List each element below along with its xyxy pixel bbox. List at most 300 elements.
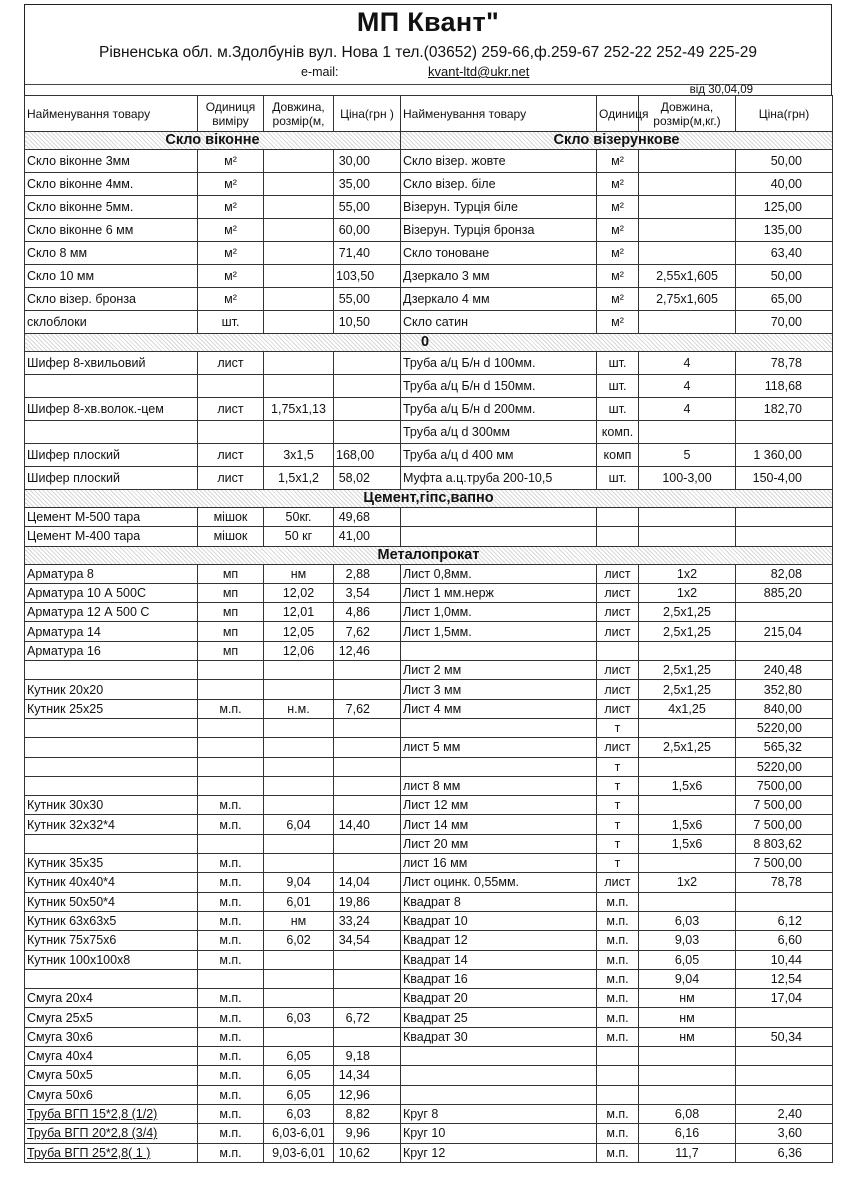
item-unit-2 bbox=[597, 508, 639, 527]
item-name-2: Квадрат 25 bbox=[401, 1008, 597, 1027]
item-name-2: Дзеркало 4 мм bbox=[401, 288, 597, 311]
item-name-2 bbox=[401, 757, 597, 776]
item-price-2 bbox=[736, 527, 833, 546]
table-row bbox=[25, 1066, 833, 1085]
table-row bbox=[25, 738, 833, 757]
item-size: 50кг. bbox=[264, 508, 334, 527]
item-name-2: Круг 12 bbox=[401, 1143, 597, 1162]
table-row bbox=[25, 242, 833, 265]
item-name-2: Скло тоноване bbox=[401, 242, 597, 265]
item-size bbox=[264, 1027, 334, 1046]
item-name-2: Лист 1,5мм. bbox=[401, 622, 597, 641]
item-name-2: Дзеркало 3 мм bbox=[401, 265, 597, 288]
item-name-2: Круг 10 bbox=[401, 1124, 597, 1143]
item-price: 9,96 bbox=[334, 1124, 401, 1143]
item-price-2: 40,00 bbox=[736, 173, 833, 196]
item-unit: м.п. bbox=[198, 892, 264, 911]
item-price bbox=[334, 1027, 401, 1046]
item-unit-2: т bbox=[597, 718, 639, 737]
item-price: 8,82 bbox=[334, 1104, 401, 1123]
item-size bbox=[264, 969, 334, 988]
item-price: 30,00 bbox=[334, 150, 401, 173]
item-size-2 bbox=[639, 173, 736, 196]
item-size-2: 1x2 bbox=[639, 583, 736, 602]
item-unit-2: т bbox=[597, 815, 639, 834]
item-unit-2: шт. bbox=[597, 467, 639, 490]
item-name-2: Труба а/ц Б/н d 100мм. bbox=[401, 352, 597, 375]
item-price: 49,68 bbox=[334, 508, 401, 527]
item-price-2 bbox=[736, 641, 833, 660]
item-unit: м.п. bbox=[198, 931, 264, 950]
item-size bbox=[264, 950, 334, 969]
item-size-2: 1x2 bbox=[639, 873, 736, 892]
item-price-2: 840,00 bbox=[736, 699, 833, 718]
item-size bbox=[264, 680, 334, 699]
item-size-2 bbox=[639, 718, 736, 737]
item-price-2: 7500,00 bbox=[736, 776, 833, 795]
item-unit bbox=[198, 757, 264, 776]
item-name: Скло 10 мм bbox=[25, 265, 198, 288]
item-price: 10,62 bbox=[334, 1143, 401, 1162]
item-size: нм bbox=[264, 564, 334, 583]
item-unit: мп bbox=[198, 641, 264, 660]
item-price: 55,00 bbox=[334, 196, 401, 219]
col-price-2: Ціна(грн) bbox=[736, 96, 833, 132]
table-row bbox=[25, 1143, 833, 1162]
item-price-2: 6,36 bbox=[736, 1143, 833, 1162]
item-price: 2,88 bbox=[334, 564, 401, 583]
table-row bbox=[25, 969, 833, 988]
item-price bbox=[334, 757, 401, 776]
item-price bbox=[334, 989, 401, 1008]
letterhead bbox=[24, 4, 832, 95]
item-unit-2: лист bbox=[597, 583, 639, 602]
col-name: Найменування товару bbox=[25, 96, 198, 132]
item-size-2: 11,7 bbox=[639, 1143, 736, 1162]
item-name-2: Лист 14 мм bbox=[401, 815, 597, 834]
item-unit-2: лист bbox=[597, 680, 639, 699]
item-size-2: 9,03 bbox=[639, 931, 736, 950]
table-row bbox=[25, 950, 833, 969]
item-unit-2: м.п. bbox=[597, 1104, 639, 1123]
item-price: 60,00 bbox=[334, 219, 401, 242]
item-name bbox=[25, 969, 198, 988]
item-size-2: 4 bbox=[639, 352, 736, 375]
item-price-2: 352,80 bbox=[736, 680, 833, 699]
item-name-2: Круг 8 bbox=[401, 1104, 597, 1123]
item-size-2 bbox=[639, 242, 736, 265]
item-size-2 bbox=[639, 757, 736, 776]
item-price-2: 5220,00 bbox=[736, 757, 833, 776]
item-price: 7,62 bbox=[334, 622, 401, 641]
item-name-2: Лист 20 мм bbox=[401, 834, 597, 853]
item-unit: м.п. bbox=[198, 1027, 264, 1046]
item-size-2: 4 bbox=[639, 375, 736, 398]
item-name: Кутник 50x50*4 bbox=[25, 892, 198, 911]
item-unit bbox=[198, 718, 264, 737]
item-unit: м² bbox=[198, 288, 264, 311]
section-row-metal bbox=[25, 546, 833, 564]
item-size-2 bbox=[639, 421, 736, 444]
item-name: Шифер 8-хвильовий bbox=[25, 352, 198, 375]
item-price: 33,24 bbox=[334, 911, 401, 930]
item-size: 50 кг bbox=[264, 527, 334, 546]
item-price-2: 50,34 bbox=[736, 1027, 833, 1046]
item-unit-2: м² bbox=[597, 265, 639, 288]
item-price bbox=[334, 834, 401, 853]
item-unit: м.п. bbox=[198, 1085, 264, 1104]
item-price-2: 65,00 bbox=[736, 288, 833, 311]
item-price-2: 135,00 bbox=[736, 219, 833, 242]
item-unit: лист bbox=[198, 398, 264, 421]
item-price: 12,96 bbox=[334, 1085, 401, 1104]
table-row bbox=[25, 718, 833, 737]
item-size-2 bbox=[639, 196, 736, 219]
table-row bbox=[25, 583, 833, 602]
item-unit-2: м² bbox=[597, 311, 639, 334]
item-price-2: 2,40 bbox=[736, 1104, 833, 1123]
item-name-2: Квадрат 10 bbox=[401, 911, 597, 930]
item-size-2 bbox=[639, 892, 736, 911]
table-row bbox=[25, 288, 833, 311]
table-row bbox=[25, 931, 833, 950]
item-size: нм bbox=[264, 911, 334, 930]
item-unit: лист bbox=[198, 352, 264, 375]
item-price-2: 565,32 bbox=[736, 738, 833, 757]
item-unit-2: м² bbox=[597, 150, 639, 173]
item-unit: м.п. bbox=[198, 1066, 264, 1085]
item-size-2: 6,05 bbox=[639, 950, 736, 969]
item-size bbox=[264, 757, 334, 776]
item-size bbox=[264, 219, 334, 242]
item-price-2: 150-4,00 bbox=[736, 467, 833, 490]
item-name: Скло 8 мм bbox=[25, 242, 198, 265]
item-size-2 bbox=[639, 1066, 736, 1085]
item-size bbox=[264, 854, 334, 873]
item-size: 6,05 bbox=[264, 1066, 334, 1085]
item-size: 6,01 bbox=[264, 892, 334, 911]
item-name-2: Труба а/ц d 300мм bbox=[401, 421, 597, 444]
item-name: Арматура 8 bbox=[25, 564, 198, 583]
item-price: 19,86 bbox=[334, 892, 401, 911]
item-price bbox=[334, 680, 401, 699]
item-unit: м.п. bbox=[198, 1008, 264, 1027]
item-unit-2: лист bbox=[597, 603, 639, 622]
item-size-2 bbox=[639, 1047, 736, 1066]
item-unit-2: м.п. bbox=[597, 931, 639, 950]
item-size-2: нм bbox=[639, 989, 736, 1008]
table-row bbox=[25, 508, 833, 527]
item-price: 7,62 bbox=[334, 699, 401, 718]
table-row bbox=[25, 352, 833, 375]
item-price-2: 78,78 bbox=[736, 873, 833, 892]
item-unit: мп bbox=[198, 603, 264, 622]
item-unit-2 bbox=[597, 527, 639, 546]
table-row bbox=[25, 173, 833, 196]
table-row bbox=[25, 641, 833, 660]
item-size: 3x1,5 bbox=[264, 444, 334, 467]
item-size-2: 2,5x1,25 bbox=[639, 738, 736, 757]
item-name-2 bbox=[401, 1085, 597, 1104]
item-unit: м.п. bbox=[198, 1047, 264, 1066]
item-name-2: Візерун. Турція біле bbox=[401, 196, 597, 219]
item-price: 9,18 bbox=[334, 1047, 401, 1066]
table-row bbox=[25, 661, 833, 680]
item-price-2: 182,70 bbox=[736, 398, 833, 421]
table-row bbox=[25, 1124, 833, 1143]
item-name bbox=[25, 718, 198, 737]
item-size-2: 2,5x1,25 bbox=[639, 680, 736, 699]
item-price bbox=[334, 352, 401, 375]
item-price-2: 885,20 bbox=[736, 583, 833, 602]
item-unit: м² bbox=[198, 219, 264, 242]
item-price-2: 63,40 bbox=[736, 242, 833, 265]
item-size bbox=[264, 242, 334, 265]
item-name bbox=[25, 834, 198, 853]
item-name-2: Лист 4 мм bbox=[401, 699, 597, 718]
item-name: Кутник 20x20 bbox=[25, 680, 198, 699]
item-price: 58,02 bbox=[334, 467, 401, 490]
item-price bbox=[334, 398, 401, 421]
item-name bbox=[25, 757, 198, 776]
item-size bbox=[264, 718, 334, 737]
item-size bbox=[264, 288, 334, 311]
company-address: Рівненська обл. м.Здолбунів вул. Нова 1 тел.(03652) 259-66,ф.259-67 252-22 252-49 225-29 bbox=[98, 44, 758, 61]
table-row bbox=[25, 1104, 833, 1123]
table-row bbox=[25, 873, 833, 892]
item-name-2: Скло візер. біле bbox=[401, 173, 597, 196]
section-title-zero: 0 bbox=[401, 334, 833, 352]
item-unit-2: м.п. bbox=[597, 969, 639, 988]
item-unit-2: лист bbox=[597, 564, 639, 583]
item-size bbox=[264, 661, 334, 680]
table-row bbox=[25, 622, 833, 641]
table-row bbox=[25, 854, 833, 873]
item-size bbox=[264, 738, 334, 757]
item-name-2 bbox=[401, 527, 597, 546]
item-unit-2: м² bbox=[597, 288, 639, 311]
item-unit-2: м.п. bbox=[597, 892, 639, 911]
item-price-2: 12,54 bbox=[736, 969, 833, 988]
item-name: Кутник 40x40*4 bbox=[25, 873, 198, 892]
item-size-2: 4 bbox=[639, 398, 736, 421]
email-link[interactable]: kvant-ltd@ukr.net bbox=[428, 64, 530, 79]
item-unit-2: м² bbox=[597, 219, 639, 242]
item-size: 1,75x1,13 bbox=[264, 398, 334, 421]
item-unit: м² bbox=[198, 150, 264, 173]
item-name: Скло віконне 3мм bbox=[25, 150, 198, 173]
item-name: Арматура 14 bbox=[25, 622, 198, 641]
item-price-2: 125,00 bbox=[736, 196, 833, 219]
item-price-2: 50,00 bbox=[736, 265, 833, 288]
item-size: 12,02 bbox=[264, 583, 334, 602]
item-unit: мп bbox=[198, 564, 264, 583]
table-row bbox=[25, 219, 833, 242]
item-unit bbox=[198, 776, 264, 795]
item-name: Скло віконне 4мм. bbox=[25, 173, 198, 196]
item-unit-2: т bbox=[597, 854, 639, 873]
table-row bbox=[25, 444, 833, 467]
item-name-2: Скло сатин bbox=[401, 311, 597, 334]
item-size bbox=[264, 265, 334, 288]
item-unit: м.п. bbox=[198, 815, 264, 834]
item-name-2: Квадрат 30 bbox=[401, 1027, 597, 1046]
item-name-2: Труба а/ц Б/н d 200мм. bbox=[401, 398, 597, 421]
item-size-2: 5 bbox=[639, 444, 736, 467]
item-unit: м.п. bbox=[198, 854, 264, 873]
item-name-2: Труба а/ц Б/н d 150мм. bbox=[401, 375, 597, 398]
item-size-2: 1x2 bbox=[639, 564, 736, 583]
item-size-2: 6,16 bbox=[639, 1124, 736, 1143]
table-row bbox=[25, 150, 833, 173]
item-name-2: Квадрат 16 bbox=[401, 969, 597, 988]
item-unit-2: т bbox=[597, 834, 639, 853]
item-name-2: Лист 2 мм bbox=[401, 661, 597, 680]
item-price-2: 17,04 bbox=[736, 989, 833, 1008]
item-price: 55,00 bbox=[334, 288, 401, 311]
section-row-cement bbox=[25, 490, 833, 508]
item-name: Скло віконне 6 мм bbox=[25, 219, 198, 242]
section-title-glass-pattern: Скло візерункове bbox=[401, 132, 833, 150]
item-size-2: 100-3,00 bbox=[639, 467, 736, 490]
table-row bbox=[25, 1008, 833, 1027]
item-price bbox=[334, 854, 401, 873]
item-name: Труба ВГП 25*2,8( 1 ) bbox=[25, 1143, 198, 1162]
item-unit: м.п. bbox=[198, 699, 264, 718]
item-size-2 bbox=[639, 508, 736, 527]
item-unit-2: м.п. bbox=[597, 1008, 639, 1027]
item-size-2 bbox=[639, 641, 736, 660]
item-name-2: Муфта а.ц.труба 200-10,5 bbox=[401, 467, 597, 490]
item-unit-2 bbox=[597, 641, 639, 660]
item-name-2: Лист 3 мм bbox=[401, 680, 597, 699]
item-price-2 bbox=[736, 1085, 833, 1104]
col-unit-2: Одиниця bbox=[597, 96, 639, 132]
item-unit-2: м.п. bbox=[597, 1027, 639, 1046]
item-price bbox=[334, 421, 401, 444]
item-price-2: 215,04 bbox=[736, 622, 833, 641]
item-price-2 bbox=[736, 421, 833, 444]
item-name-2: Візерун. Турція бронза bbox=[401, 219, 597, 242]
item-unit-2: м.п. bbox=[597, 950, 639, 969]
item-unit-2 bbox=[597, 1085, 639, 1104]
table-row bbox=[25, 911, 833, 930]
item-name-2 bbox=[401, 1066, 597, 1085]
table-row bbox=[25, 375, 833, 398]
item-unit: м.п. bbox=[198, 989, 264, 1008]
item-price: 103,50 bbox=[334, 265, 401, 288]
item-unit-2: лист bbox=[597, 873, 639, 892]
item-size bbox=[264, 311, 334, 334]
item-name: Скло візер. бронза bbox=[25, 288, 198, 311]
item-name: Смуга 50x6 bbox=[25, 1085, 198, 1104]
item-unit: мішок bbox=[198, 508, 264, 527]
item-size-2: 9,04 bbox=[639, 969, 736, 988]
table-row bbox=[25, 757, 833, 776]
item-name: Смуга 40x4 bbox=[25, 1047, 198, 1066]
item-price-2: 7 500,00 bbox=[736, 854, 833, 873]
item-price: 35,00 bbox=[334, 173, 401, 196]
item-size-2: нм bbox=[639, 1027, 736, 1046]
item-price-2 bbox=[736, 1008, 833, 1027]
item-unit-2: шт. bbox=[597, 398, 639, 421]
item-name-2 bbox=[401, 718, 597, 737]
col-unit: Одиниця виміру bbox=[198, 96, 264, 132]
item-price-2: 7 500,00 bbox=[736, 815, 833, 834]
item-unit bbox=[198, 969, 264, 988]
table-row bbox=[25, 1027, 833, 1046]
item-price: 4,86 bbox=[334, 603, 401, 622]
item-unit-2: м.п. bbox=[597, 1143, 639, 1162]
price-list-sheet bbox=[24, 4, 832, 1163]
item-price bbox=[334, 969, 401, 988]
item-size bbox=[264, 776, 334, 795]
item-unit bbox=[198, 834, 264, 853]
section-blank bbox=[25, 334, 401, 352]
item-size-2: 2,5x1,25 bbox=[639, 603, 736, 622]
item-name-2: лист 16 мм bbox=[401, 854, 597, 873]
column-header-row bbox=[25, 96, 833, 132]
item-price bbox=[334, 718, 401, 737]
table-row bbox=[25, 815, 833, 834]
item-size-2: нм bbox=[639, 1008, 736, 1027]
col-size: Довжина, розмір(м, bbox=[264, 96, 334, 132]
item-name-2: лист 8 мм bbox=[401, 776, 597, 795]
table-row bbox=[25, 989, 833, 1008]
item-size: 9,04 bbox=[264, 873, 334, 892]
item-price: 10,50 bbox=[334, 311, 401, 334]
item-unit: мп bbox=[198, 622, 264, 641]
item-price-2: 1 360,00 bbox=[736, 444, 833, 467]
item-unit: м.п. bbox=[198, 1143, 264, 1162]
item-size: н.м. bbox=[264, 699, 334, 718]
item-name bbox=[25, 375, 198, 398]
item-price bbox=[334, 738, 401, 757]
item-size-2: 2,5x1,25 bbox=[639, 661, 736, 680]
item-name-2: Лист 12 мм bbox=[401, 796, 597, 815]
item-price-2: 7 500,00 bbox=[736, 796, 833, 815]
item-name: Шифер 8-хв.волок.-цем bbox=[25, 398, 198, 421]
item-price: 14,04 bbox=[334, 873, 401, 892]
item-price: 14,40 bbox=[334, 815, 401, 834]
table-row bbox=[25, 311, 833, 334]
item-unit: м² bbox=[198, 265, 264, 288]
item-size: 12,01 bbox=[264, 603, 334, 622]
item-unit-2: м.п. bbox=[597, 911, 639, 930]
item-name: Арматура 12 А 500 С bbox=[25, 603, 198, 622]
item-unit: м.п. bbox=[198, 796, 264, 815]
item-price bbox=[334, 776, 401, 795]
item-price: 3,54 bbox=[334, 583, 401, 602]
table-row bbox=[25, 1085, 833, 1104]
item-name-2 bbox=[401, 1047, 597, 1066]
item-name: Шифер плоский bbox=[25, 444, 198, 467]
item-price: 14,34 bbox=[334, 1066, 401, 1085]
item-size bbox=[264, 352, 334, 375]
company-title: МП Квант" bbox=[356, 7, 500, 37]
item-unit-2 bbox=[597, 1047, 639, 1066]
item-name: склоблоки bbox=[25, 311, 198, 334]
item-price-2 bbox=[736, 508, 833, 527]
table-row bbox=[25, 603, 833, 622]
item-price-2: 118,68 bbox=[736, 375, 833, 398]
item-name-2 bbox=[401, 641, 597, 660]
table-row bbox=[25, 527, 833, 546]
item-size: 6,03 bbox=[264, 1008, 334, 1027]
item-price-2: 3,60 bbox=[736, 1124, 833, 1143]
item-size: 6,05 bbox=[264, 1047, 334, 1066]
table-row bbox=[25, 467, 833, 490]
